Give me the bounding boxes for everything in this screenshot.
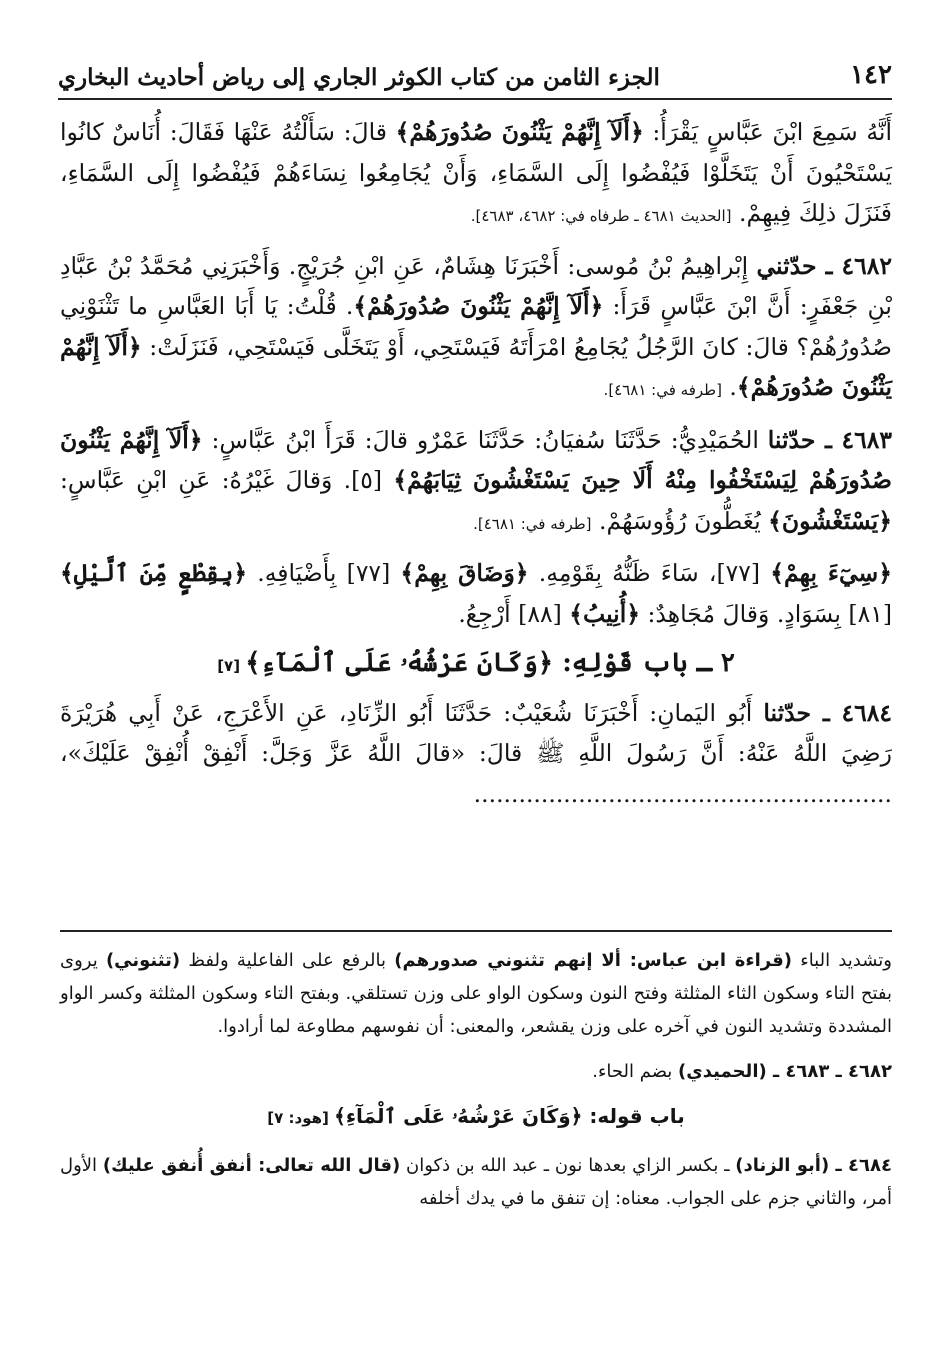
quran-quote: ﴿وَضَاقَ بِهِمْ﴾ bbox=[400, 559, 529, 587]
book-title: الجزء الثامن من كتاب الكوثر الجاري إلى رياض أحاديث البخاري bbox=[58, 64, 660, 91]
quran-quote: ﴿أَلَآ إِنَّهُمْ يَثْنُونَ صُدُورَهُمْ لِيَسْتَخْفُوا مِنْهُ أَلَا حِينَ يَسْتَغْشُونَ ثِيَابَهُمْ﴾ bbox=[60, 425, 892, 494]
chapter-heading: ٢ ـ باب قَوْلِهِ: ﴿وَكَانَ عَرْشُهُۥ عَلَى ٱلْمَآءِ﴾ [٧] bbox=[217, 648, 735, 678]
quran-quote: ﴿أُنِيبُ﴾ bbox=[569, 599, 641, 628]
note-chapter-heading: باب قوله: ﴿وَكَانَ عَرْشُهُۥ عَلَى ٱلْمَآءِ﴾ [هود: ٧] bbox=[267, 1104, 685, 1128]
tafsir-glosses: ﴿سِيٓءَ بِهِمْ﴾ [٧٧]، سَاءَ ظَنُّهُ بِقَوْمِهِ. ﴿وَضَاقَ بِهِمْ﴾ [٧٧] بِأَضْيَافِهِ. ﴿بِقِطْعٍ مِّنَ ٱلَّيْلِ﴾ [٨١] بِسَوَادٍ. وَقالَ مُجَاهِدٌ: ﴿أُنِيبُ﴾ [٨٨] أَرْجِعُ. bbox=[60, 559, 892, 628]
quran-quote: ﴿يَسْتَغْشُونَ﴾ bbox=[768, 506, 892, 535]
cross-reference: [طرفه في: ٤٦٨١]. bbox=[473, 514, 592, 533]
quran-quote: ﴿بِقِطْعٍ مِّنَ ٱلَّيْلِ﴾ bbox=[60, 559, 248, 587]
note-4682-4683: ٤٦٨٢ ـ ٤٦٨٣ ـ (الحميدي) بضم الحاء. bbox=[592, 1061, 892, 1082]
main-text bbox=[60, 112, 892, 823]
cross-reference: [طرفه في: ٤٦٨١]. bbox=[603, 381, 722, 399]
note-4684: ٤٦٨٤ ـ (أبو الزناد) ـ بكسر الزاي بعدها نون ـ عبد الله بن ذكوان (قال الله تعالى: أنفق أُنفق عليك) الأول أمر، والثاني جزم على الجواب. معناه: إن تنفق ما في يدك أخلفه bbox=[60, 1155, 892, 1209]
hadith-4681-continuation: أَنَّهُ سَمِعَ ابْنَ عَبَّاسٍ يَقْرَأُ: ﴿أَلَآ إِنَّهُمْ يَثْنُونَ صُدُورَهُمْ﴾ قالَ: سَأَلْتُهُ عَنْهَا فَقَالَ: أُنَاسٌ كانُوا يَسْتَحْيُونَ أَنْ يَتَخَلَّوْا فَيُفْضُوا إِلَى السَّمَاءِ، وَأَنْ يُجَامِعُوا نِسَاءَهُمْ فَيُفْضُوا إِلَى السَّمَاءِ، فَنَزَلَ ذلِكَ فِيهِمْ. [الحديث ٤٦٨١ ـ طرفاه في: ٤٦٨٢، ٤٦٨٣]. bbox=[60, 118, 892, 227]
page-header bbox=[58, 58, 892, 100]
quran-quote: ﴿وَكَانَ عَرْشُهُۥ عَلَى ٱلْمَآءِ﴾ bbox=[245, 648, 554, 678]
quran-quote: ﴿وَكَانَ عَرْشُهُۥ عَلَى ٱلْمَآءِ﴾ bbox=[334, 1104, 583, 1128]
verse-reference: [٧] bbox=[217, 657, 246, 675]
quran-quote: ﴿أَلَآ إِنَّهُمْ يَثْنُونَ صُدُورَهُمْ﴾ bbox=[60, 332, 892, 401]
commentary bbox=[60, 944, 892, 1227]
note-4681: وتشديد الباء (قراءة ابن عباس: ألا إنهم تثنوني صدورهم) بالرفع على الفاعلية ولفظ (تثنوني) يروى بفتح التاء وسكون الثاء المثلثة وفتح النون وسكون الواو على وزن تستلقي. وبفتح التاء وسكون المثلثة وكسر الواو المشددة وتشديد النون في آخره على وزن يقشعر، والمعنى: أن نفوسهم مطاوعة لما أرادوا. bbox=[60, 950, 892, 1037]
hadith-number: ٤٦٨٢ ـ bbox=[816, 251, 892, 280]
quran-quote: ﴿سِيٓءَ بِهِمْ﴾ bbox=[770, 559, 892, 587]
hadith-number: ٤٦٨٤ ـ bbox=[811, 698, 893, 727]
cross-reference: [الحديث ٤٦٨١ ـ طرفاه في: ٤٦٨٢، ٤٦٨٣]. bbox=[470, 207, 732, 225]
hadith-4684: ٤٦٨٤ ـ حدّثنا أَبُو اليَمانِ: أَخْبَرَنَا شُعَيْبٌ: حَدَّثَنَا أَبُو الزِّنَادِ، عَنِ الأَعْرَجِ، عَنْ أَبِي هُرَيْرَةَ رَضِيَ اللَّهُ عَنْهُ: أَنَّ رَسُولَ اللَّهِ ﷺ قالَ: «قالَ اللَّهُ عَزَّ وَجَلَّ: أَنْفِقْ أُنْفِقْ عَلَيْكَ»، ........................................................ bbox=[60, 698, 893, 808]
hadith-4683: ٤٦٨٣ ـ حدّثنا الحُمَيْدِيُّ: حَدَّثَنَا سُفيَانُ: حَدَّثَنَا عَمْرٌو قالَ: قَرَأَ ابْنُ عَبَّاسٍ: ﴿أَلَآ إِنَّهُمْ يَثْنُونَ صُدُورَهُمْ لِيَسْتَخْفُوا مِنْهُ أَلَا حِينَ يَسْتَغْشُونَ ثِيَابَهُمْ﴾ [٥]. وَقالَ غَيْرُهُ: عَنِ ابْنِ عَبَّاسٍ: ﴿يَسْتَغْشُونَ﴾ يُغَطُّونَ رُؤُوسَهُمْ. [طرفه في: ٤٦٨١]. bbox=[60, 425, 892, 535]
quran-quote: ﴿أَلَآ إِنَّهُمْ يَثْنُونَ صُدُورَهُمْ﴾ bbox=[395, 118, 644, 146]
verse-reference: [هود: ٧] bbox=[267, 1109, 335, 1127]
hadith-4682: ٤٦٨٢ ـ حدّثني إِبْراهِيمُ بْنُ مُوسى: أَخْبَرَنَا هِشَامٌ، عَنِ ابْنِ جُرَيْجٍ. وَأَخْبَرَنِي مُحَمَّدُ بْنُ عَبَّادِ بْنِ جَعْفَرٍ: أَنَّ ابْنَ عَبَّاسٍ قَرَأَ: ﴿أَلَآ إِنَّهُمْ يَثْنُونَ صُدُورَهُمْ﴾. قُلْتُ: يَا أَبَا العَبَّاسِ ما تَثْنَوْنِي صُدُورُهُمْ؟ قالَ: كانَ الرَّجُلُ يُجَامِعُ امْرَأَتَهُ فَيَسْتَحِي، أَوْ يَتَخَلَّى فَيَسْتَحِي، فَنَزَلَتْ: ﴿أَلَآ إِنَّهُمْ يَثْنُونَ صُدُورَهُمْ﴾. [طرفه في: ٤٦٨١]. bbox=[60, 251, 892, 401]
page-number: ١٤٢ bbox=[850, 60, 892, 90]
hadith-number: ٤٦٨٣ ـ bbox=[815, 425, 892, 454]
quran-quote: ﴿أَلَآ إِنَّهُمْ يَثْنُونَ صُدُورَهُمْ﴾ bbox=[353, 292, 604, 320]
footnote-divider bbox=[60, 930, 892, 932]
